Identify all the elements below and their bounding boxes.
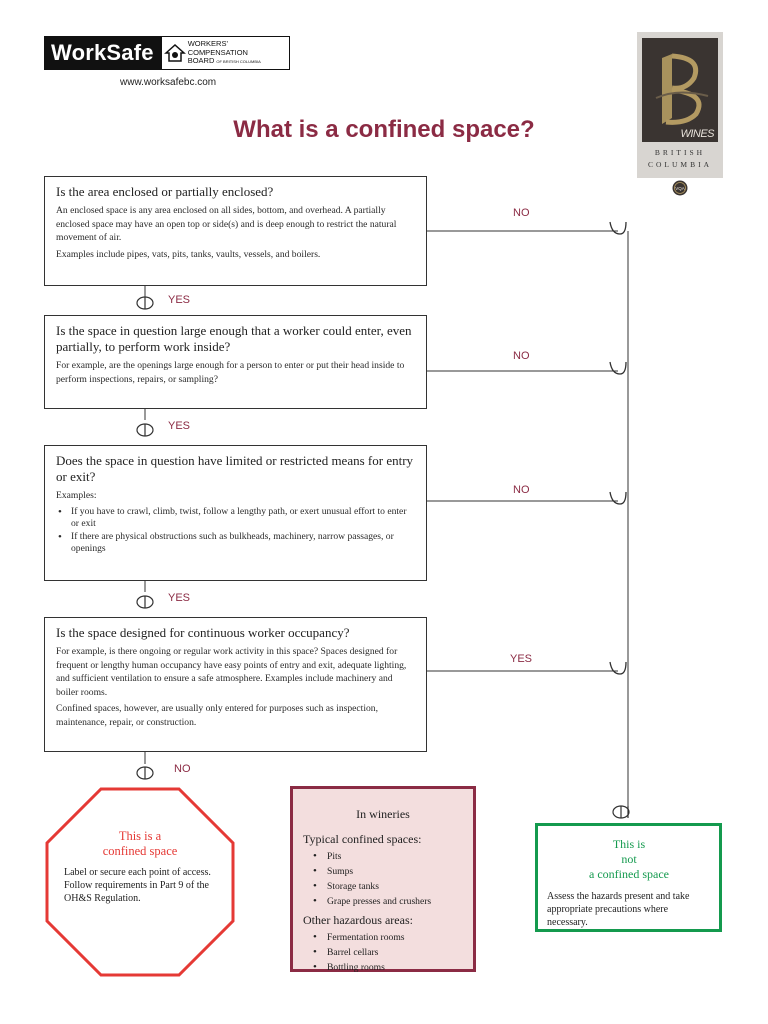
logo-word: WorkSafe: [45, 37, 162, 69]
question-explanation: For example, is there ongoing or regular work activity in this space? Spaces designed for frequent or lengthy human occupancy have easy points of entry and exit, adequate lighting, and sufficient ventilation to ensure a safe atmosphere. Examples include machinery and boiler rooms.: [56, 646, 407, 698]
yes-label: YES: [168, 592, 191, 604]
no-label: NO: [513, 484, 530, 496]
columbia-word: COLUMBIA: [647, 160, 712, 169]
not-confined-space-box: [535, 823, 722, 932]
question-explanation: For example, are the openings large enough for a person to enter or put their head inside to perform inspections, repairs, or sampling?: [56, 360, 405, 385]
question-box-large-enough: [44, 315, 427, 409]
list-item: • If you have to crawl, climb, twist, follow a lengthy path, or exert unusual effort to enter or exit: [56, 506, 415, 530]
yes-label: YES: [168, 420, 191, 432]
wineries-box: [290, 786, 476, 972]
logo-org-sub: OF BRITISH COLUMBIA: [216, 59, 261, 64]
no-label: NO: [174, 763, 191, 775]
no-label: NO: [513, 350, 530, 362]
list-item: • Barrel cellars: [303, 945, 463, 960]
question-box-continuous-occupancy: [44, 617, 427, 752]
confined-space-instructions: Label or secure each point of access. Follow requirements in Part 9 of the OH&S Regulation.: [64, 867, 211, 904]
logo-org-name: WORKERS' COMPENSATION BOARD OF BRITISH COLUMBIA: [187, 39, 261, 65]
other-heading: Other hazardous areas:: [303, 913, 413, 927]
examples-list: [56, 506, 415, 555]
question-text: Is the space designed for continuous worker occupancy?: [56, 625, 350, 640]
house-icon: [162, 37, 188, 69]
no-label: NO: [513, 207, 530, 219]
typical-heading: Typical confined spaces:: [303, 832, 422, 846]
wineries-heading: In wineries: [356, 807, 410, 821]
svg-text:VQA: VQA: [675, 186, 685, 191]
vqa-seal-icon: [672, 180, 688, 196]
british-word: BRITISH: [654, 148, 706, 157]
list-item: • Fermentation rooms: [303, 930, 463, 945]
wines-word: WINES: [680, 128, 714, 140]
other-list: [303, 930, 463, 975]
question-text: Is the space in question large enough that a worker could enter, even partially, to perform work inside?: [56, 323, 412, 354]
yes-label: YES: [510, 653, 533, 665]
list-item: • Bottling rooms: [303, 960, 463, 975]
question-examples-label: Examples:: [56, 490, 97, 501]
page-title: What is a confined space?: [233, 116, 535, 143]
question-text: Does the space in question have limited or restricted means for entry or exit?: [56, 453, 414, 484]
question-note: Confined spaces, however, are usually only entered for purposes such as inspection, maintenance, repair, or construction.: [56, 703, 378, 728]
question-explanation: An enclosed space is any area enclosed on all sides, bottom, and overhead. A partially enclosed space may have an open top or side(s) and is deep enough to restrict the natural movement of air.: [56, 205, 397, 243]
list-item: • Grape presses and crushers: [303, 894, 463, 909]
question-box-restricted-entry: [44, 445, 427, 581]
bc-wines-logo: [637, 32, 723, 191]
not-confined-title: This is not a confined space: [589, 837, 669, 881]
website-link[interactable]: www.worksafebc.com: [120, 77, 217, 88]
worksafe-logo: [44, 36, 290, 70]
question-text: Is the area enclosed or partially enclosed?: [56, 184, 274, 199]
yes-label: YES: [168, 294, 191, 306]
question-box-enclosed: [44, 176, 427, 286]
typical-list: [303, 849, 463, 909]
list-item: • If there are physical obstructions such as bulkheads, machinery, narrow passages, or openings: [56, 531, 415, 555]
not-confined-instructions: Assess the hazards present and take appropriate precautions where necessary.: [547, 891, 690, 928]
question-examples: Examples include pipes, vats, pits, tanks, vaults, vessels, and boilers.: [56, 248, 321, 260]
list-item: • Sumps: [303, 864, 463, 879]
list-item: • Storage tanks: [303, 879, 463, 894]
confined-space-title: This is a confined space: [102, 829, 178, 858]
list-item: • Pits: [303, 849, 463, 864]
